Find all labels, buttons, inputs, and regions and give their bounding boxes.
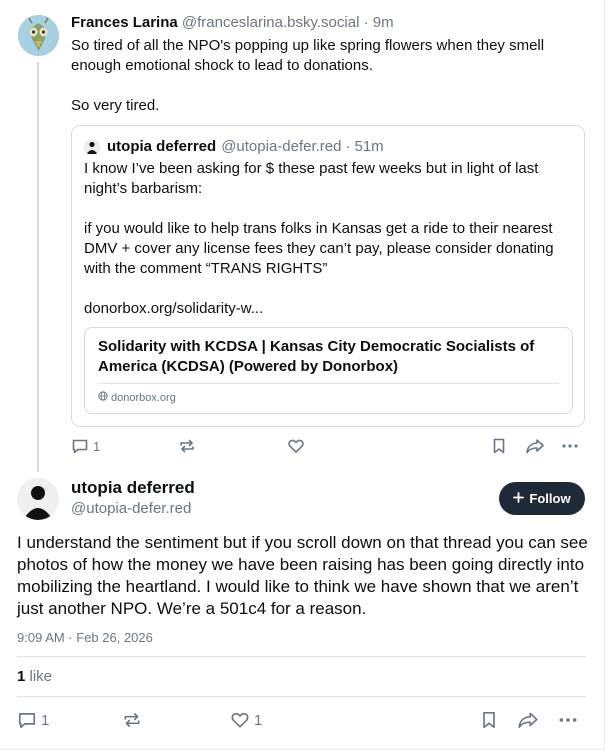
share-button[interactable]: [525, 437, 545, 455]
quoted-author-handle: @utopia-defer.red: [221, 138, 342, 155]
author-handle[interactable]: @franceslarina.bsky.social: [181, 14, 360, 31]
plus-icon: [513, 491, 524, 506]
quoted-post-header: [84, 138, 384, 155]
share-icon: [517, 710, 539, 730]
meta-separator: ·: [345, 138, 351, 155]
quoted-avatar: [84, 139, 100, 155]
quoted-paragraph: I know I’ve been asking for $ these past few weeks but in light of last night’s barbarism:: [84, 160, 539, 197]
divider: [17, 656, 586, 657]
author-name[interactable]: utopia deferred: [71, 478, 195, 497]
quoted-post-text: [84, 159, 576, 319]
heart-icon: [287, 437, 305, 455]
share-icon: [525, 437, 545, 455]
repost-icon: [178, 437, 196, 455]
link-card-domain-row: [98, 391, 176, 404]
like-stats[interactable]: [17, 668, 52, 685]
share-button[interactable]: [517, 710, 539, 730]
thread-line: [37, 62, 39, 472]
more-options-button[interactable]: [561, 437, 579, 455]
like-button[interactable]: [287, 437, 305, 455]
bookmark-icon: [479, 710, 499, 730]
post-actions: [17, 709, 586, 733]
post-paragraph: So very tired.: [71, 97, 160, 114]
bookmark-button[interactable]: [490, 437, 508, 455]
reply-button[interactable]: [17, 710, 49, 730]
comment-bubble-icon: [17, 710, 37, 730]
quoted-link-text[interactable]: donorbox.org/solidarity-w...: [84, 300, 264, 317]
repost-button[interactable]: [178, 437, 196, 455]
comment-bubble-icon: [71, 437, 89, 455]
author-handle[interactable]: @utopia-defer.red: [71, 500, 192, 517]
like-stat-label: like: [29, 668, 53, 685]
reply-count: 1: [93, 438, 101, 454]
link-card-domain: donorbox.org: [111, 391, 176, 404]
link-preview-card[interactable]: [84, 327, 573, 414]
reply-button[interactable]: [71, 437, 100, 455]
globe-icon: [98, 391, 108, 404]
post-text: [71, 36, 591, 116]
reply-count: 1: [41, 711, 50, 729]
repost-button[interactable]: [122, 710, 142, 730]
quoted-author-name: utopia deferred: [107, 138, 217, 155]
link-card-divider: [98, 383, 559, 384]
avatar[interactable]: [17, 478, 59, 520]
divider: [17, 696, 586, 697]
avatar[interactable]: [18, 15, 59, 56]
quoted-post[interactable]: [71, 125, 585, 427]
link-card-title: Solidarity with KCDSA | Kansas City Democratic Socialists of America (KCDSA) (Powered by Donorbox): [98, 338, 535, 375]
more-options-button[interactable]: [558, 710, 578, 730]
quoted-paragraph: if you would like to help trans folks in Kansas get a ride to their nearest DMV + cover any license fees they can’t pay, please consider donating with the comment “TRANS RIGHTS”: [84, 220, 554, 277]
quoted-post-time: 51m: [354, 138, 384, 155]
post-timestamp[interactable]: 9:09 AM · Feb 26, 2026: [17, 630, 153, 645]
bookmark-icon: [490, 437, 508, 455]
heart-icon: [230, 710, 250, 730]
like-count: 1: [254, 711, 263, 729]
more-dots-icon: [558, 710, 578, 730]
follow-button[interactable]: [499, 482, 585, 515]
author-name[interactable]: Frances Larina: [71, 14, 178, 31]
post-time[interactable]: 9m: [372, 14, 394, 31]
meta-separator: ·: [363, 14, 369, 31]
like-button[interactable]: [230, 710, 262, 730]
post-actions: [71, 435, 585, 459]
like-stat-count: 1: [17, 668, 26, 685]
post-paragraph: So tired of all the NPO's popping up like spring flowers when they smell enough emotional shock to lead to donations.: [71, 37, 545, 74]
bookmark-button[interactable]: [479, 710, 499, 730]
post-header: [71, 14, 394, 31]
follow-label: Follow: [529, 491, 571, 506]
repost-icon: [122, 710, 142, 730]
post-text: I understand the sentiment but if you scroll down on that thread you can see photos of how the money we have been raising has been going directly into mobilizing the heartland. I would like to think we have shown that we aren’t just another NPO. We’re a 501c4 for a reason.: [17, 533, 588, 618]
more-dots-icon: [561, 437, 579, 455]
